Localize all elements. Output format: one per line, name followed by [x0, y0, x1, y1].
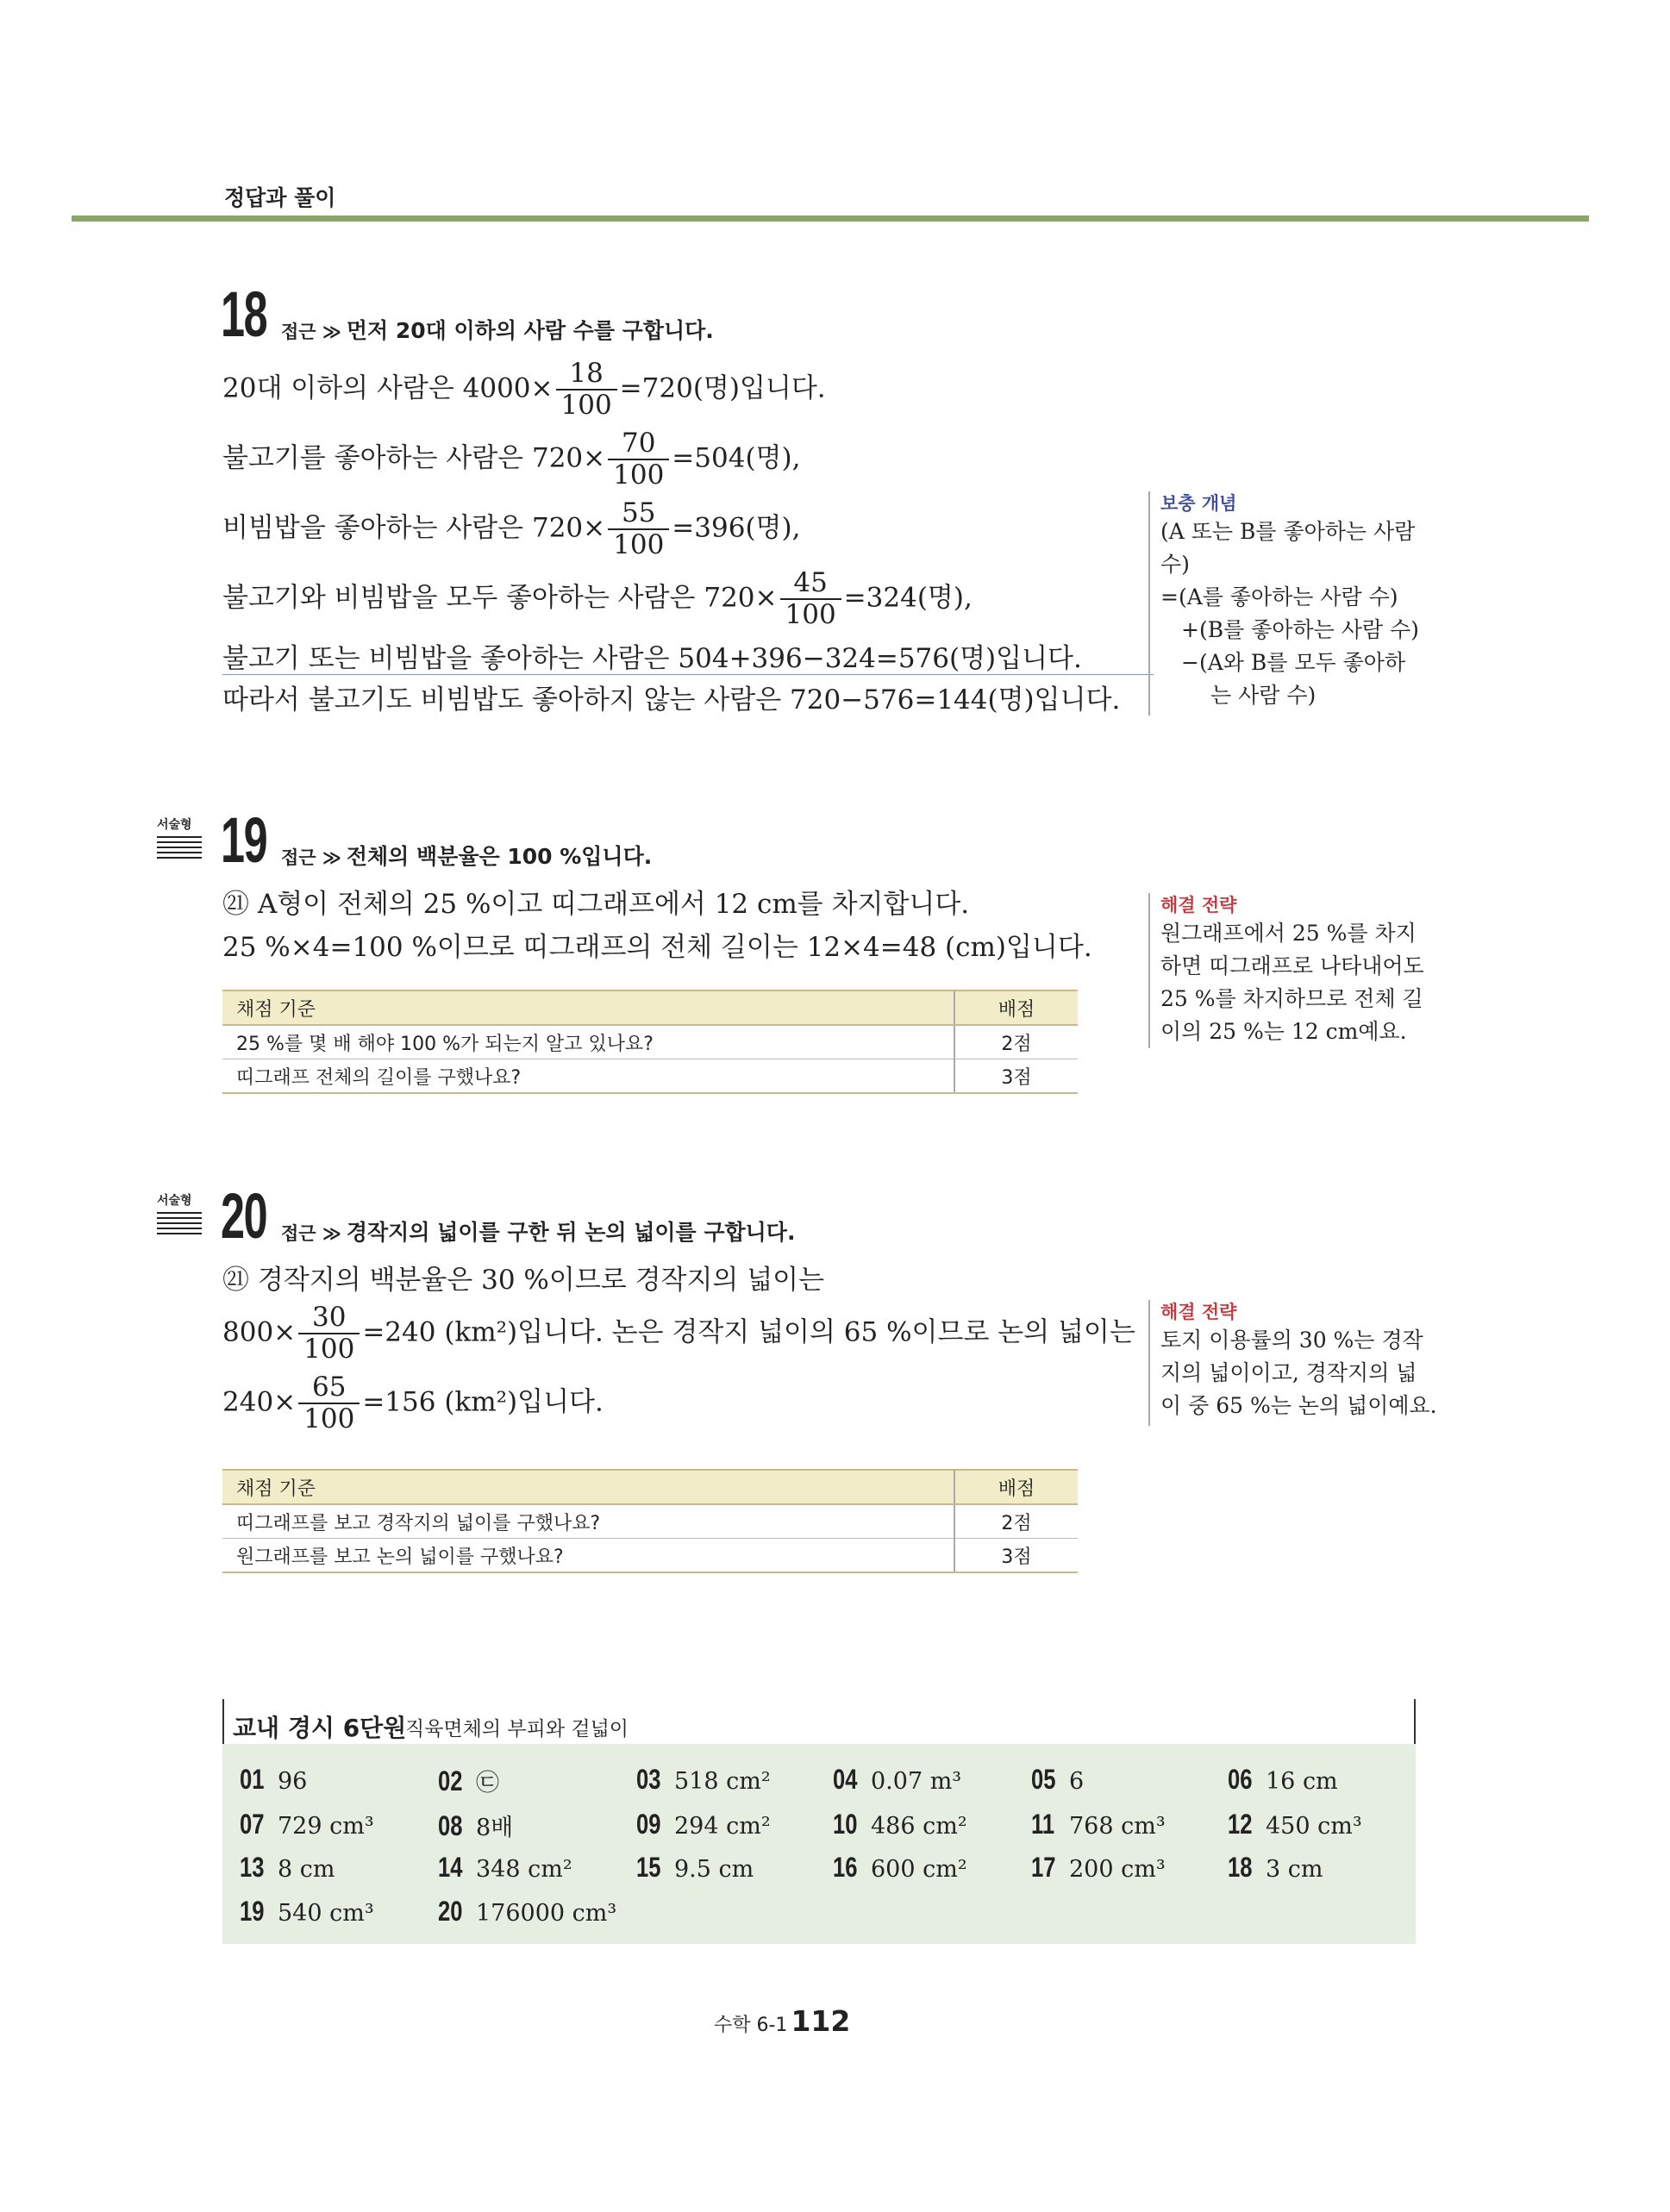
answer-item — [240, 1809, 374, 1840]
answer-item — [240, 1852, 335, 1884]
essay-type-badge: 서술형 — [157, 815, 210, 859]
answer-number: 10 — [833, 1809, 858, 1840]
fraction: $\frac{30}{100}$ — [298, 1304, 360, 1363]
p20-side-note: 해결 전략 토지 이용률의 30 %는 경작 지의 넓이이고, 경작지의 넓 이 중 65 %는 논의 넓이예요. — [1148, 1300, 1445, 1426]
p18-line-2: 불고기를 좋아하는 사람은 720× $\frac{70}{100}$ =504(명), — [222, 428, 801, 491]
answer-value: 348 cm² — [476, 1856, 572, 1883]
answer-value: 0.07 m³ — [871, 1768, 962, 1795]
answer-item — [636, 1809, 771, 1840]
answer-number: 03 — [636, 1764, 661, 1795]
answer-value: 450 cm³ — [1266, 1813, 1362, 1840]
answer-number: 14 — [438, 1852, 463, 1883]
table-row: 25 %를 몇 배 해야 100 %가 되는지 알고 있나요? 2점 — [222, 1025, 1078, 1059]
answer-value: 8 cm — [278, 1856, 335, 1883]
p19-line-1: ㉑ A형이 전체의 25 %이고 띠그래프에서 12 cm를 차지합니다. — [222, 889, 970, 920]
answer-item — [438, 1809, 513, 1842]
p20-line-1: ㉑ 경작지의 백분율은 30 %이므로 경작지의 넓이는 — [222, 1265, 825, 1296]
answer-number: 20 — [438, 1896, 463, 1927]
answer-number: 11 — [1031, 1809, 1055, 1840]
answer-item — [1228, 1809, 1362, 1840]
answer-number: 17 — [1031, 1852, 1056, 1883]
answer-value: 518 cm² — [674, 1768, 771, 1795]
side-note-title: 보충 개념 — [1160, 493, 1237, 514]
answer-value: 200 cm³ — [1069, 1856, 1166, 1883]
fraction: $\frac{55}{100}$ — [608, 500, 669, 559]
answer-number: 01 — [240, 1764, 265, 1795]
answer-number: 04 — [833, 1764, 858, 1795]
answer-key-subtitle: 직육면체의 부피와 겉넓이 — [405, 1718, 629, 1740]
p18-line-5: 불고기 또는 비빔밥을 좋아하는 사람은 504+396−324=576(명)입니다. — [222, 643, 1082, 674]
fraction: $\frac{45}{100}$ — [780, 570, 841, 628]
answer-value: 600 cm² — [871, 1856, 967, 1883]
answer-value: 540 cm³ — [278, 1900, 374, 1927]
answer-number: 15 — [636, 1852, 661, 1883]
answer-number: 06 — [1228, 1764, 1253, 1795]
problem-20-number: 20 — [221, 1180, 267, 1252]
answer-item — [833, 1852, 967, 1884]
answer-item — [1031, 1764, 1084, 1796]
answer-number: 07 — [240, 1809, 265, 1840]
fraction: $\frac{70}{100}$ — [608, 430, 669, 489]
page-footer — [714, 2004, 850, 2038]
p20-line-3: 240× $\frac{65}{100}$ =156 (km²)입니다. — [222, 1372, 604, 1434]
problem-19-number: 19 — [221, 804, 267, 876]
answer-item — [240, 1896, 374, 1928]
table-row: 띠그래프 전체의 길이를 구했나요? 3점 — [222, 1059, 1078, 1094]
answer-item — [438, 1896, 616, 1928]
answer-item — [1031, 1852, 1166, 1884]
answer-item — [636, 1852, 754, 1884]
p19-line-2: 25 %×4=100 %이므로 띠그래프의 전체 길이는 12×4=48 (cm)입니다. — [222, 932, 1092, 963]
answer-number: 13 — [240, 1852, 265, 1883]
page-number: 112 — [791, 2004, 851, 2038]
answer-item — [1228, 1764, 1338, 1796]
answer-item — [438, 1852, 572, 1884]
answer-value: 3 cm — [1266, 1856, 1323, 1883]
fraction: $\frac{65}{100}$ — [298, 1374, 360, 1433]
p19-side-note: 해결 전략 원그래프에서 25 %를 차지 하면 띠그래프로 나타내어도 25 %를 차지하므로 전체 길 이의 25 %는 12 cm예요. — [1148, 893, 1445, 1048]
footer-subject: 수학 6-1 — [714, 2015, 788, 2036]
p20-line-2: 800× $\frac{30}{100}$ =240 (km²)입니다. 논은 경작지 넓이의 65 %이므로 논의 넓이는 — [222, 1302, 1135, 1365]
answer-item — [833, 1764, 961, 1796]
answer-value: ㉢ — [476, 1770, 499, 1796]
answer-value: 486 cm² — [871, 1813, 967, 1840]
answer-value: 9.5 cm — [674, 1856, 754, 1883]
problem-20-approach: 접근 ≫ 경작지의 넓이를 구한 뒤 논의 넓이를 구합니다. — [281, 1220, 796, 1245]
problem-19-approach: 접근 ≫ 전체의 백분율은 100 %입니다. — [281, 844, 653, 869]
approach-label: 접근 ≫ — [281, 322, 341, 342]
answer-value: 16 cm — [1266, 1768, 1338, 1795]
header-rule — [72, 216, 1589, 222]
answer-value: 8배 — [476, 1815, 514, 1841]
answer-number: 02 — [438, 1765, 463, 1796]
p19-scoring-table: 채점 기준 배점 25 %를 몇 배 해야 100 %가 되는지 알고 있나요? 2점 띠그래프 전체의 길이를 구했나요? 3점 — [222, 990, 1078, 1094]
problem-18-number: 18 — [221, 278, 267, 350]
answer-number: 18 — [1228, 1852, 1253, 1883]
fraction: $\frac{18}{100}$ — [556, 360, 617, 419]
essay-type-badge: 서술형 — [157, 1191, 210, 1234]
answer-value: 176000 cm³ — [476, 1900, 617, 1927]
answer-value: 6 — [1069, 1768, 1085, 1795]
answer-item — [1031, 1809, 1166, 1840]
approach-text: 먼저 20대 이하의 사람 수를 구합니다. — [346, 318, 714, 343]
p20-scoring-table: 채점 기준 배점 띠그래프를 보고 경작지의 넓이를 구했나요? 2점 원그래프를 보고 논의 넓이를 구했나요? 3점 — [222, 1469, 1078, 1573]
divider-line — [222, 674, 1154, 675]
answer-item — [833, 1809, 967, 1840]
answer-number: 16 — [833, 1852, 858, 1883]
answer-item — [1228, 1852, 1323, 1884]
answer-item — [438, 1764, 499, 1797]
answer-item — [240, 1764, 307, 1796]
p18-side-note: 보충 개념 (A 또는 B를 좋아하는 사람 수) =(A를 좋아하는 사람 수) +(B를 좋아하는 사람 수) −(A와 B를 모두 좋아하 는 사람 수) — [1148, 491, 1445, 715]
answer-value: 729 cm³ — [278, 1813, 374, 1840]
p18-line-6: 따라서 불고기도 비빔밥도 좋아하지 않는 사람은 720−576=144(명)입니다. — [222, 684, 1121, 715]
answer-number: 08 — [438, 1810, 463, 1841]
table-row: 원그래프를 보고 논의 넓이를 구했나요? 3점 — [222, 1539, 1078, 1573]
answer-value: 768 cm³ — [1069, 1813, 1166, 1840]
answer-value: 294 cm² — [674, 1813, 771, 1840]
table-row: 띠그래프를 보고 경작지의 넓이를 구했나요? 2점 — [222, 1504, 1078, 1539]
answer-item — [636, 1764, 771, 1796]
p18-line-4: 불고기와 비빔밥을 모두 좋아하는 사람은 720× $\frac{45}{100}$ =324(명), — [222, 567, 973, 630]
p18-line-1: 20대 이하의 사람은 4000× $\frac{18}{100}$ =720(명)입니다. — [222, 358, 826, 421]
answer-number: 09 — [636, 1809, 661, 1840]
answer-number: 12 — [1228, 1809, 1253, 1840]
problem-18-approach — [281, 314, 714, 345]
answer-key-title: 교내 경시 6단원 — [233, 1714, 407, 1742]
p18-line-3: 비빔밥을 좋아하는 사람은 720× $\frac{55}{100}$ =396(명), — [222, 497, 801, 560]
answer-value: 96 — [278, 1768, 308, 1795]
answer-number: 19 — [240, 1896, 265, 1927]
page-header-title: 정답과 풀이 — [224, 185, 336, 210]
answer-number: 05 — [1031, 1764, 1056, 1795]
